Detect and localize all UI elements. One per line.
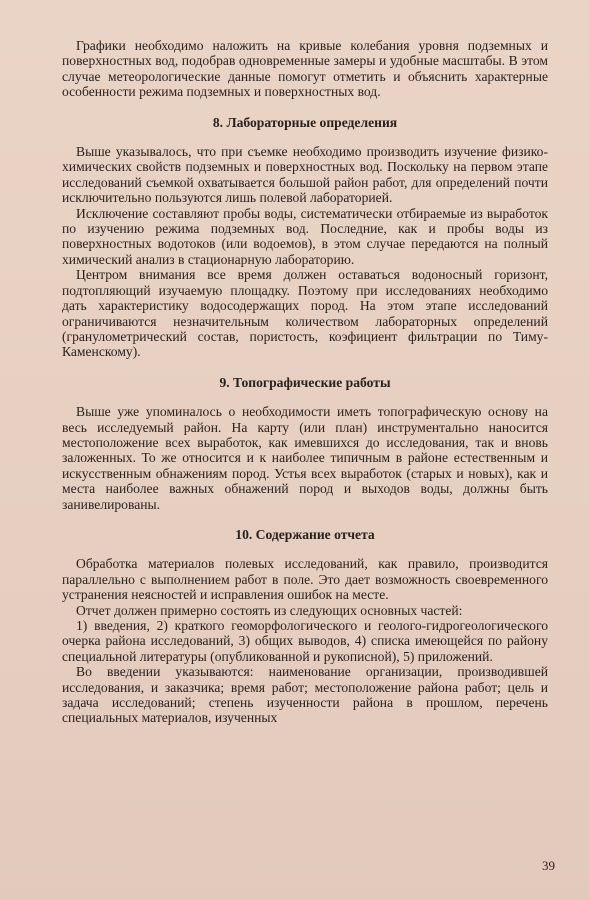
paragraph: Выше указывалось, что при съемке необходимо производить изучение физико-химических свойств подземных и поверхностных вод. Поскольку на первом этапе исследований съемкой охватывается большой район работ, для определений почти исключительно пользуются лишь полевой лабораторией.: [62, 144, 548, 206]
text-column: [62, 38, 548, 726]
section-heading-topographic: 9. Топографические работы: [219, 374, 391, 390]
paragraph: Отчет должен примерно состоять из следующих основных частей:: [76, 602, 463, 618]
paragraph: 1) введения, 2) краткого геоморфологического и геолого-гидрогеологического очерка района исследований, 3) общих выводов, 4) списка имеющейся по району специальной литературы (опубликованной и рукописной), 5) приложений.: [62, 618, 548, 664]
paragraph: Обработка материалов полевых исследований, как правило, производится параллельно с выполнением работ в поле. Это дает возможность своевременного устранения неясностей и исправления ошибок на месте.: [62, 556, 548, 603]
section-heading-report: 10. Содержание отчета: [235, 526, 375, 542]
paragraph: Во введении указываются: наименование организации, производившей исследования, и заказчика; время работ; местоположение района работ; цель и задача исследований; степень изученности района в прошлом, перечень специальных материалов, изученных: [62, 664, 548, 726]
paragraph: Исключение составляют пробы воды, систематически отбираемые из выработок по изучению режима подземных вод. Последние, как и пробы воды из поверхностных водотоков (или водоемов), в этом случае передаются на полный химический анализ в стационарную лабораторию.: [62, 205, 548, 267]
intro-paragraph: Графики необходимо наложить на кривые колебания уровня подземных и поверхностных вод, подобрав одновременные замеры и удобные масштабы. В этом случае метеорологические данные помогут отметить и объяснить характерные особенности режима подземных и поверхностных вод.: [62, 38, 548, 100]
paragraph: Центром внимания все время должен оставаться водоносный горизонт, подтопляющий изучаемую площадку. Поэтому при исследованиях необходимо дать характеристику водосодержащих пород. На этом этапе исследований ограничиваются незначительным количеством лабораторных определений (гранулометрический состав, пористость, коэфициент фильтрации по Тиму-Каменскому).: [62, 267, 548, 360]
paragraph: Выше уже упоминалось о необходимости иметь топографическую основу на весь исследуемый район. На карту (или план) инструментально наносится местоположение всех выработок, как имевшихся до исследования, так и вновь заложенных. То же относится и к наиболее типичным в районе естественным и искусственным обнажениям пород. Устья всех выработок (старых и новых), как и места наиболее важных обнажений пород и выходов воды, должны быть занивелированы.: [62, 404, 548, 512]
section-heading-laboratory: 8. Лабораторные определения: [212, 114, 398, 130]
page-number: 39: [542, 858, 555, 873]
